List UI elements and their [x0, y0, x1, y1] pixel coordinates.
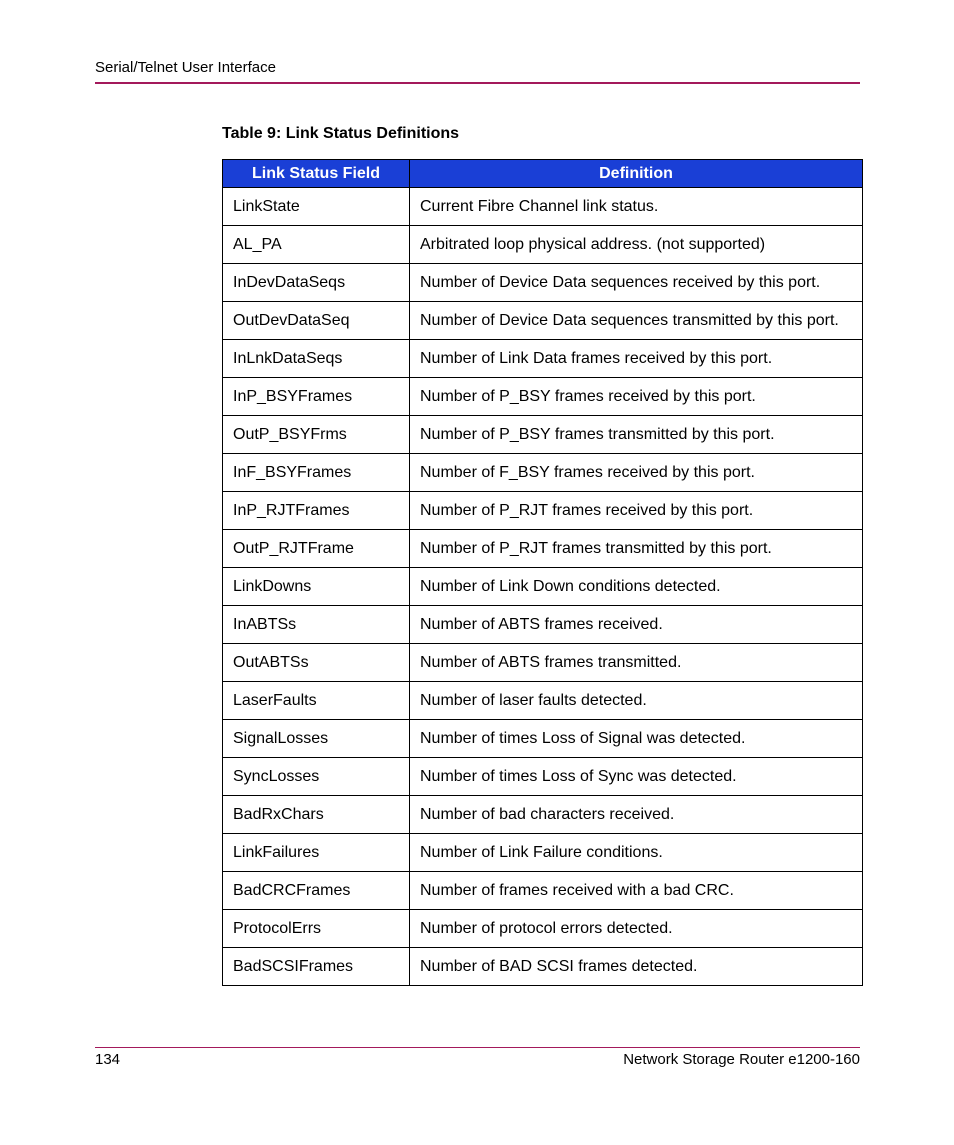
field-name-cell: LaserFaults: [223, 682, 410, 720]
column-header-field: Link Status Field: [223, 160, 410, 188]
field-name-cell: InABTSs: [223, 606, 410, 644]
table-row: [223, 948, 863, 986]
table-row: [223, 872, 863, 910]
field-name-cell: LinkState: [223, 188, 410, 226]
running-header: Serial/Telnet User Interface: [95, 59, 276, 76]
page-number: 134: [95, 1051, 121, 1068]
table-row: [223, 302, 863, 340]
header-rule: [95, 82, 860, 84]
footer-rule: [95, 1047, 860, 1048]
definition-cell: Number of P_RJT frames received by this port.: [410, 492, 863, 530]
field-name-cell: InP_BSYFrames: [223, 378, 410, 416]
table-row: [223, 568, 863, 606]
table-row: [223, 834, 863, 872]
table-row: [223, 796, 863, 834]
field-name-cell: OutP_RJTFrame: [223, 530, 410, 568]
definition-cell: Number of Link Failure conditions.: [410, 834, 863, 872]
definition-cell: Number of bad characters received.: [410, 796, 863, 834]
field-name-cell: ProtocolErrs: [223, 910, 410, 948]
table-row: [223, 188, 863, 226]
footer-product: Network Storage Router e1200-160: [623, 1051, 860, 1068]
definition-cell: Number of Link Down conditions detected.: [410, 568, 863, 606]
definition-cell: Number of ABTS frames received.: [410, 606, 863, 644]
table-header-row: [223, 160, 863, 188]
definition-cell: Number of P_BSY frames transmitted by this port.: [410, 416, 863, 454]
table-row: [223, 758, 863, 796]
table-row: [223, 644, 863, 682]
field-name-cell: AL_PA: [223, 226, 410, 264]
definition-cell: Number of P_RJT frames transmitted by this port.: [410, 530, 863, 568]
definition-cell: Number of frames received with a bad CRC.: [410, 872, 863, 910]
table-row: [223, 492, 863, 530]
table-row: [223, 454, 863, 492]
column-header-definition: Definition: [410, 160, 863, 188]
table-row: [223, 606, 863, 644]
field-name-cell: SignalLosses: [223, 720, 410, 758]
definition-cell: Current Fibre Channel link status.: [410, 188, 863, 226]
table-row: [223, 226, 863, 264]
table-row: [223, 682, 863, 720]
table-row: [223, 720, 863, 758]
field-name-cell: InLnkDataSeqs: [223, 340, 410, 378]
field-name-cell: OutP_BSYFrms: [223, 416, 410, 454]
field-name-cell: BadRxChars: [223, 796, 410, 834]
field-name-cell: LinkFailures: [223, 834, 410, 872]
definition-cell: Number of Link Data frames received by this port.: [410, 340, 863, 378]
definition-cell: Number of times Loss of Signal was detected.: [410, 720, 863, 758]
table-caption: Table 9: Link Status Definitions: [222, 125, 460, 142]
field-name-cell: SyncLosses: [223, 758, 410, 796]
table-row: [223, 910, 863, 948]
definition-cell: Number of F_BSY frames received by this port.: [410, 454, 863, 492]
definition-cell: Number of ABTS frames transmitted.: [410, 644, 863, 682]
field-name-cell: InF_BSYFrames: [223, 454, 410, 492]
definition-cell: Number of Device Data sequences received by this port.: [410, 264, 863, 302]
field-name-cell: OutDevDataSeq: [223, 302, 410, 340]
definition-cell: Number of P_BSY frames received by this port.: [410, 378, 863, 416]
table-row: [223, 340, 863, 378]
table-row: [223, 378, 863, 416]
table-row: [223, 530, 863, 568]
field-name-cell: OutABTSs: [223, 644, 410, 682]
link-status-table: [222, 159, 863, 986]
field-name-cell: BadSCSIFrames: [223, 948, 410, 986]
field-name-cell: InP_RJTFrames: [223, 492, 410, 530]
field-name-cell: BadCRCFrames: [223, 872, 410, 910]
definition-cell: Number of times Loss of Sync was detected.: [410, 758, 863, 796]
table-row: [223, 264, 863, 302]
field-name-cell: LinkDowns: [223, 568, 410, 606]
definition-cell: Number of BAD SCSI frames detected.: [410, 948, 863, 986]
definition-cell: Number of Device Data sequences transmitted by this port.: [410, 302, 863, 340]
definition-cell: Number of laser faults detected.: [410, 682, 863, 720]
definition-cell: Number of protocol errors detected.: [410, 910, 863, 948]
table-row: [223, 416, 863, 454]
definition-cell: Arbitrated loop physical address. (not supported): [410, 226, 863, 264]
field-name-cell: InDevDataSeqs: [223, 264, 410, 302]
